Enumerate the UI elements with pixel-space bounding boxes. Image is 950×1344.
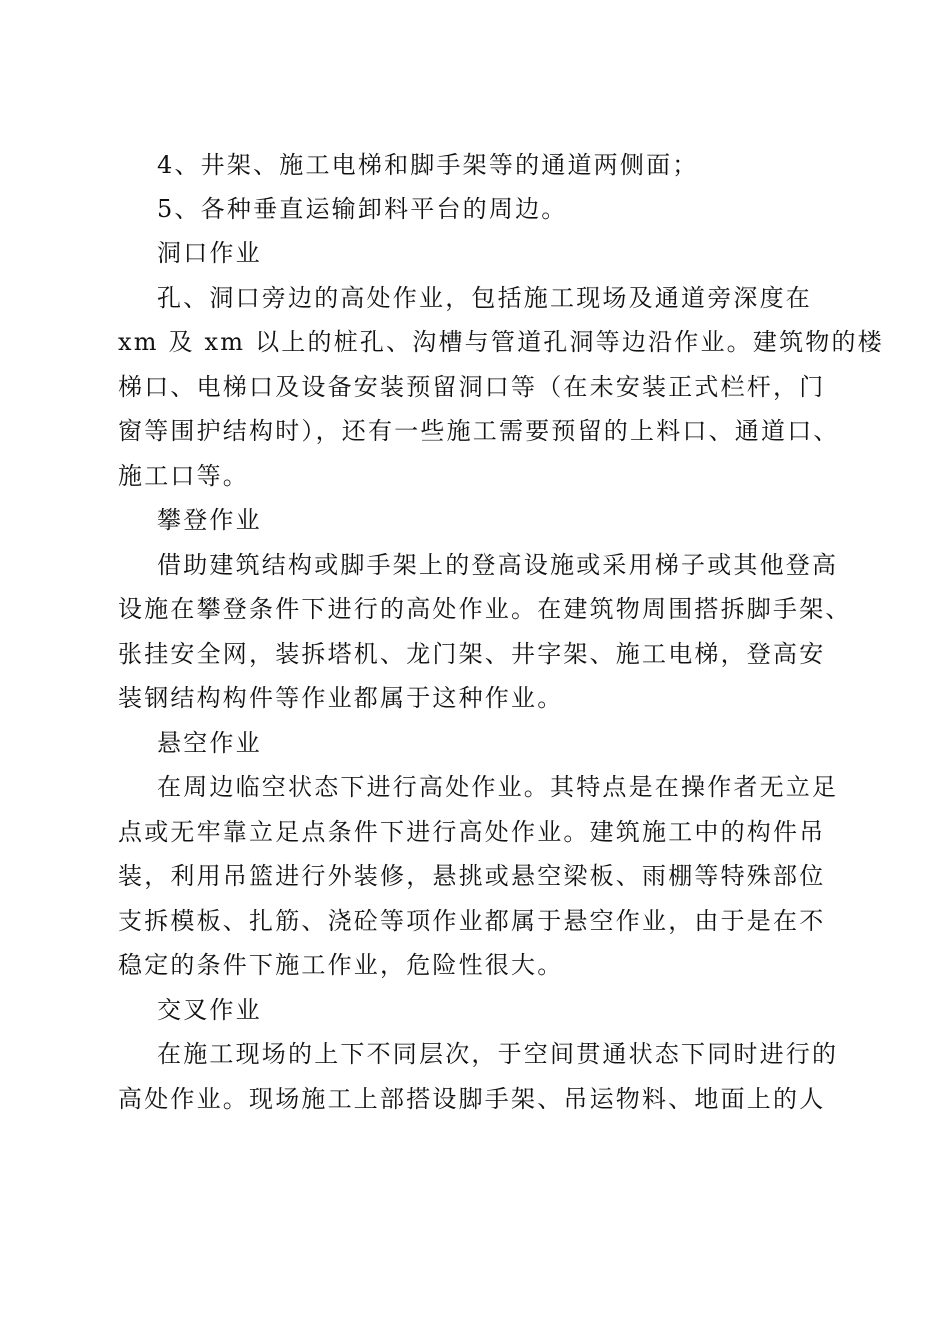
paragraph-line: xm 及 xm 以上的桩孔、沟槽与管道孔洞等边沿作业。建筑物的楼 [118, 328, 884, 356]
paragraph-line: 梯口、电梯口及设备安装预留洞口等（在未安装正式栏杆，门 [118, 373, 826, 401]
paragraph-line: 施工口等。 [118, 462, 249, 490]
paragraph-line: 稳定的条件下施工作业，危险性很大。 [118, 951, 564, 979]
paragraph-line: 装，利用吊篮进行外装修，悬挑或悬空梁板、雨棚等特殊部位 [118, 862, 826, 890]
heading-opening-work: 洞口作业 [157, 239, 262, 267]
paragraph-line: 高处作业。现场施工上部搭设脚手架、吊运物料、地面上的人 [118, 1085, 826, 1113]
heading-climbing-work: 攀登作业 [157, 506, 262, 534]
paragraph-line: 窗等围护结构时），还有一些施工需要预留的上料口、通道口、 [118, 417, 840, 445]
paragraph-line: 点或无牢靠立足点条件下进行高处作业。建筑施工中的构件吊 [118, 818, 826, 846]
list-item-5: 5、各种垂直运输卸料平台的周边。 [157, 195, 568, 223]
paragraph-line: 张挂安全网，装拆塔机、龙门架、井字架、施工电梯，登高安 [118, 640, 826, 668]
heading-cross-work: 交叉作业 [157, 996, 262, 1024]
heading-suspended-work: 悬空作业 [157, 729, 262, 757]
paragraph-line: 在周边临空状态下进行高处作业。其特点是在操作者无立足 [157, 773, 839, 801]
paragraph-line: 借助建筑结构或脚手架上的登高设施或采用梯子或其他登高 [157, 551, 839, 579]
paragraph-line: 装钢结构构件等作业都属于这种作业。 [118, 684, 564, 712]
paragraph-line: 孔、洞口旁边的高处作业，包括施工现场及通道旁深度在 [157, 284, 812, 312]
paragraph-line: 支拆模板、扎筋、浇砼等项作业都属于悬空作业，由于是在不 [118, 907, 826, 935]
paragraph-line: 设施在攀登条件下进行的高处作业。在建筑物周围搭拆脚手架、 [118, 595, 852, 623]
paragraph-line: 在施工现场的上下不同层次，于空间贯通状态下同时进行的 [157, 1040, 839, 1068]
list-item-4: 4、井架、施工电梯和脚手架等的通道两侧面； [157, 151, 699, 179]
